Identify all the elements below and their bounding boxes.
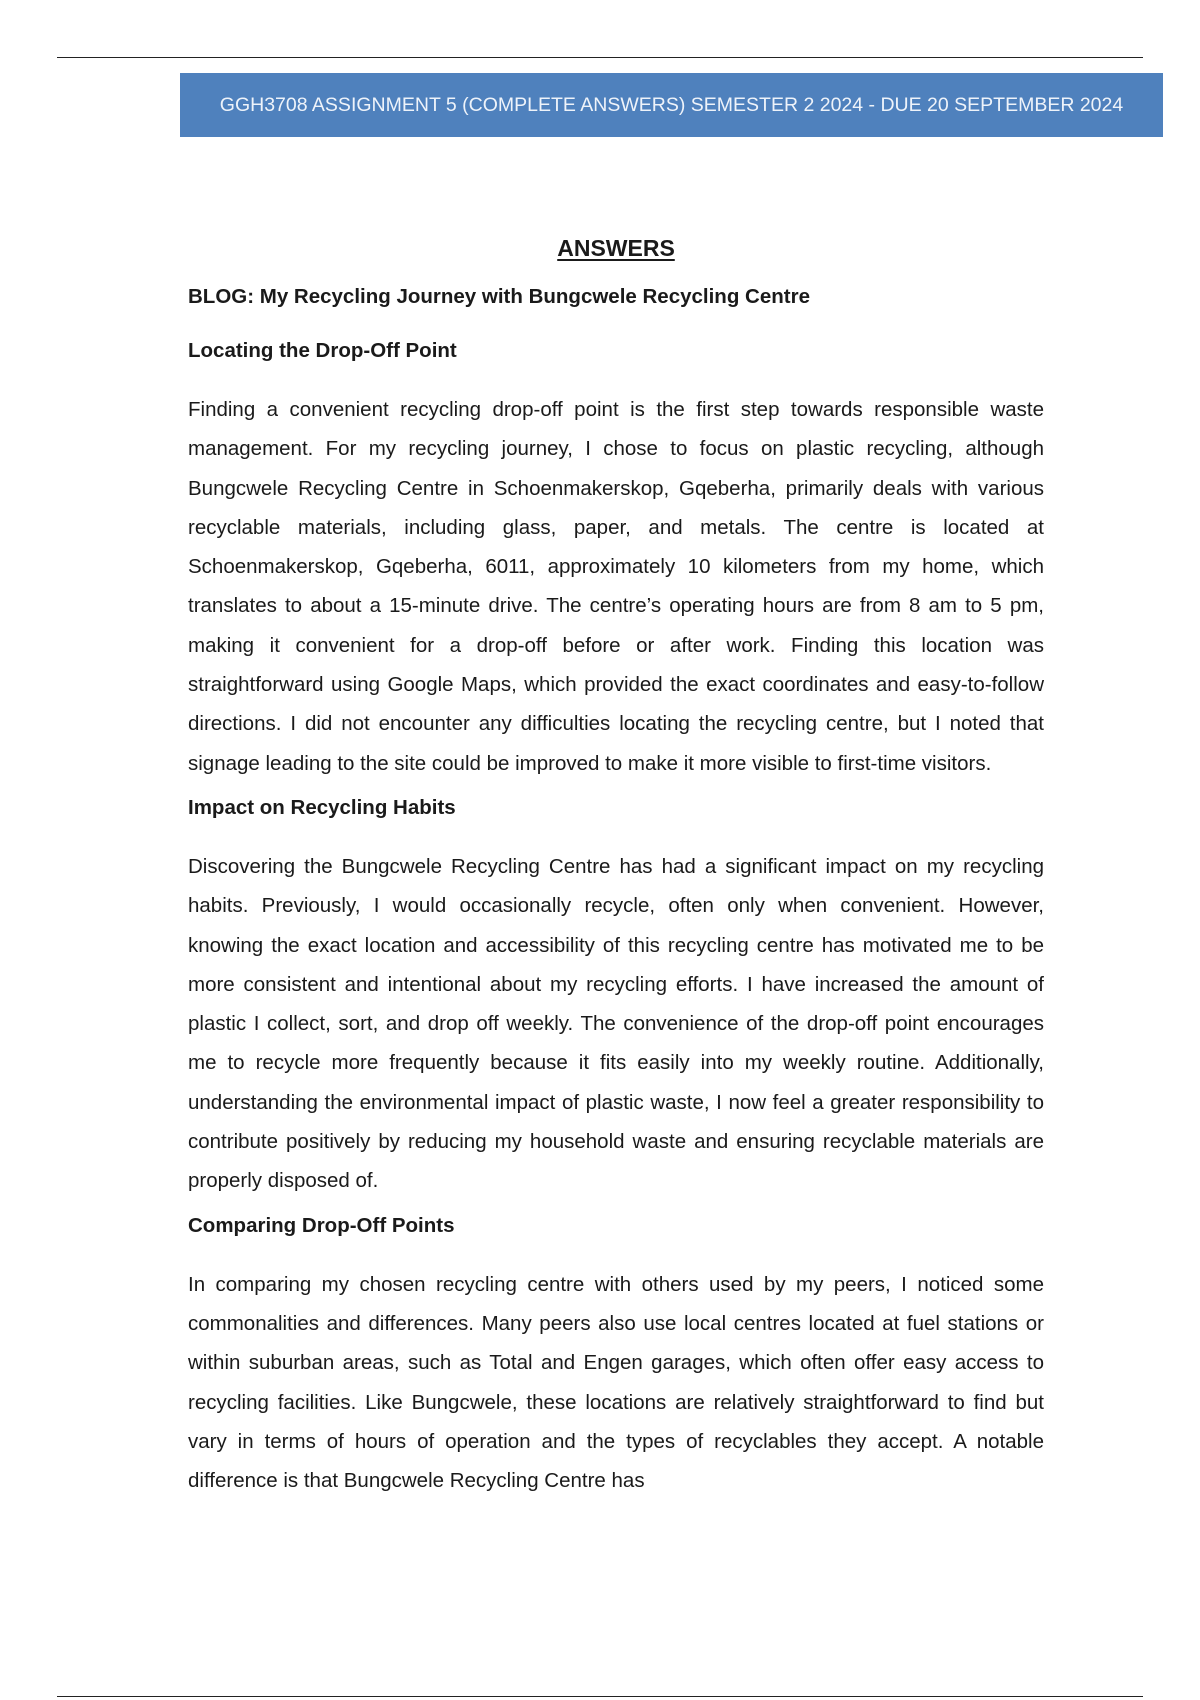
section-comparing <box>188 1211 1044 1501</box>
section-paragraph: Discovering the Bungcwele Recycling Centre has had a significant impact on my recycling habits. Previously, I would occasionally recycle, often only when convenient. However, knowing the exact location and accessibility of this recycling centre has motivated me to be more consistent and intentional about my recycling efforts. I have increased the amount of plastic I collect, sort, and drop off weekly. The convenience of the drop-off point encourages me to recycle more frequently because it fits easily into my weekly routine. Additionally, understanding the environmental impact of plastic waste, I now feel a greater responsibility to contribute positively by reducing my household waste and ensuring recyclable materials are properly disposed of. <box>188 854 1044 1193</box>
bottom-divider <box>57 1696 1143 1697</box>
section-paragraph: In comparing my chosen recycling centre with others used by my peers, I noticed some commonalities and differences. Many peers also use local centres located at fuel stations or within suburban areas, such as Total and Engen garages, which often offer easy access to recycling facilities. Like Bungcwele, these locations are relatively straightforward to find but vary in terms of hours of operation and the types of recyclables they accept. A notable difference is that Bungcwele Recycling Centre has <box>188 1272 1044 1493</box>
section-paragraph: Finding a convenient recycling drop-off point is the first step towards responsible waste management. For my recycling journey, I chose to focus on plastic recycling, although Bungcwele Recycling Centre in Schoenmakerskop, Gqeberha, primarily deals with various recyclable materials, including glass, paper, and metals. The centre is located at Schoenmakerskop, Gqeberha, 6011, approximately 10 kilometers from my home, which translates to about a 15-minute drive. The centre’s operating hours are from 8 am to 5 pm, making it convenient for a drop-off before or after work. Finding this location was straightforward using Google Maps, which provided the exact coordinates and easy-to-follow directions. I did not encounter any difficulties locating the recycling centre, but I noted that signage leading to the site could be improved to make it more visible to first-time visitors. <box>188 398 1044 775</box>
section-impact <box>188 793 1044 1201</box>
section-heading: Impact on Recycling Habits <box>188 795 456 819</box>
blog-title: BLOG: My Recycling Journey with Bungcwele Recycling Centre <box>188 285 810 308</box>
banner-text: GGH3708 ASSIGNMENT 5 (COMPLETE ANSWERS) SEMESTER 2 2024 - DUE 20 SEPTEMBER 2024 <box>219 94 1124 116</box>
assignment-banner <box>180 73 1163 137</box>
section-heading: Locating the Drop-Off Point <box>188 339 457 362</box>
document-body <box>188 228 1044 1510</box>
answers-heading: ANSWERS <box>557 235 675 261</box>
section-heading: Comparing Drop-Off Points <box>188 1213 455 1237</box>
top-divider <box>57 57 1143 58</box>
section-locating <box>188 336 1044 783</box>
